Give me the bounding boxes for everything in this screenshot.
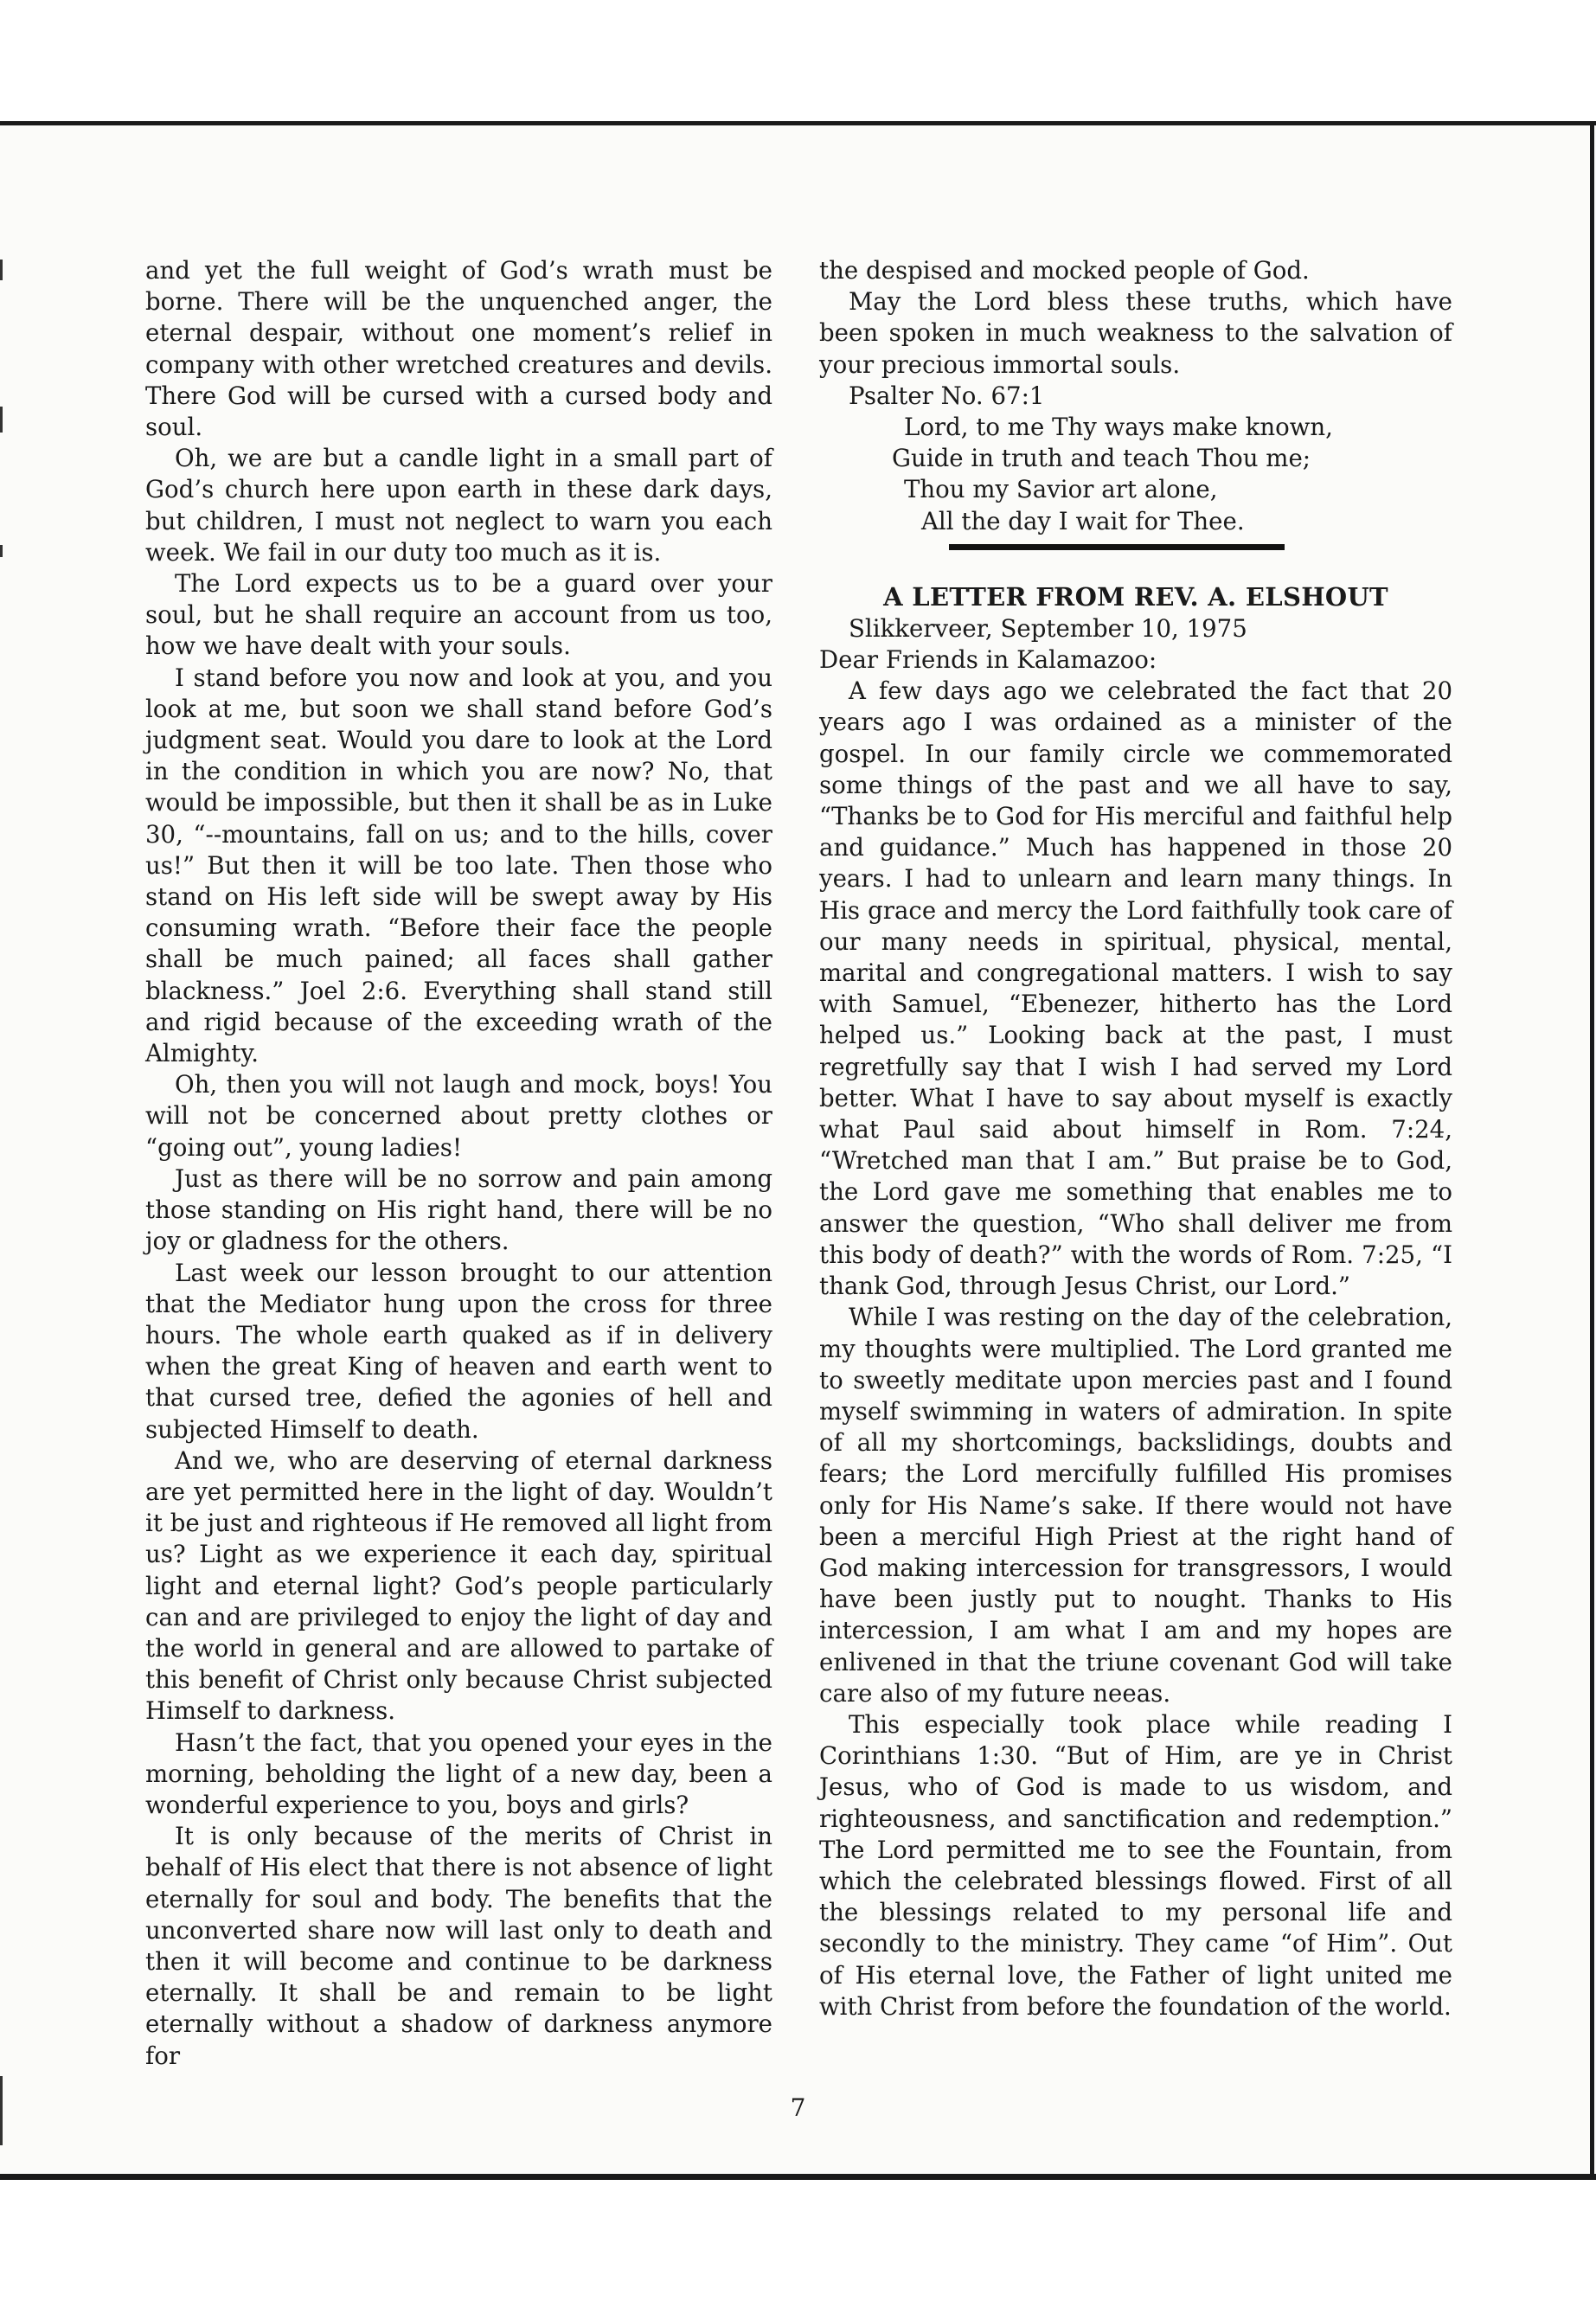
- letter-dateline: Slikkerveer, September 10, 1975: [849, 613, 1247, 643]
- letter-salutation: Dear Friends in Kalamazoo:: [819, 645, 1157, 675]
- paragraph: and yet the full weight of God’s wrath must be borne. There will be the unquenched anger, the eternal despair, without one moment’s relief in company with other wretched creatures and devils. There God will be cursed with a cursed body and soul.: [145, 256, 772, 442]
- page-number: 7: [790, 2093, 806, 2122]
- verse-line: Guide in truth and teach Thou me;: [892, 444, 1311, 473]
- paragraph: I stand before you now and look at you, and you look at me, but soon we shall stand before God’s judgment seat. Would you dare to look at the Lord in the condition in which you are now? No, that would be impossible, but then it shall be as in Luke 30, “--mountains, fall on us; and to the hills, cover us!” But then it will be too late. Then those who stand on His left side will be swept away by His consuming wrath. “Before their face the people shall be much pained; all faces shall gather blackness.” Joel 2:6. Everything shall stand still and rigid because of the exceeding wrath of the Almighty.: [145, 663, 772, 1068]
- paragraph: May the Lord bless these truths, which have been spoken in much weakness to the salvation of your precious immortal souls.: [819, 287, 1452, 379]
- paragraph: The Lord expects us to be a guard over your soul, but he shall require an account from us too, how we have dealt with your souls.: [145, 569, 772, 661]
- paragraph: This especially took place while reading I Corinthians 1:30. “But of Him, are ye in Christ Jesus, who of God is made to us wisdom, and righteousness, and sanctification and redemption.” The Lord permitted me to see the Fountain, from which the celebrated blessings flowed. First of all the blessings related to my personal life and secondly to the ministry. They came “of Him”. Out of His eternal love, the Father of light united me with Christ from before the foundation of the world.: [819, 1709, 1452, 2021]
- page-right-edge: [1590, 121, 1594, 2180]
- verse-line: Thou my Savior art alone,: [904, 475, 1218, 504]
- page-bottom-edge: [0, 2174, 1596, 2180]
- paragraph: And we, who are deserving of eternal darkness are yet permitted here in the light of day. Wouldn’t it be just and righteous if He removed all light from us? Light as we experience it each day, spiritual light and eternal light? God’s people particularly can and are privileged to enjoy the light of day and the world in general and are allowed to partake of this benefit of Christ only because Christ subjected Himself to darkness.: [145, 1445, 772, 1726]
- paragraph: Oh, then you will not laugh and mock, boys! You will not be concerned about pretty clothes or “going out”, young ladies!: [145, 1070, 772, 1162]
- section-divider: [949, 544, 1285, 550]
- right-column: [819, 255, 1452, 2022]
- letter-heading: A LETTER FROM REV. A. ELSHOUT: [883, 581, 1388, 612]
- paragraph: Hasn’t the fact, that you opened your eyes in the morning, beholding the light of a new day, been a wonderful experience to you, boys and girls?: [145, 1727, 772, 1819]
- paragraph: the despised and mocked people of God.: [819, 256, 1310, 285]
- paragraph: A few days ago we celebrated the fact that 20 years ago I was ordained as a minister of the gospel. In our family circle we commemorated some things of the past and we all have to say, “Thanks be to God for His merciful and faithful help and guidance.” Much has happened in those 20 years. I had to unlearn and learn many things. In His grace and mercy the Lord faithfully took care of our many needs in spiritual, physical, mental, marital and congregational matters. I wish to say with Samuel, “Ebenezer, hitherto has the Lord helped us.” Looking back at the past, I must regretfully say that I wish I had served my Lord better. What I have to say about myself is exactly what Paul said about himself in Rom. 7:24, “Wretched man that I am.” But praise be to God, the Lord gave me something that enables me to answer the question, “Who shall deliver me from this body of death?” with the words of Rom. 7:25, “I thank God, through Jesus Christ, our Lord.”: [819, 676, 1452, 1301]
- paragraph: While I was resting on the day of the celebration, my thoughts were multiplied. The Lord granted me to sweetly meditate upon mercies past and I found myself swimming in waters of admiration. In spite of all my shortcomings, backslidings, doubts and fears; the Lord mercifully fulfilled His promises only for His Name’s sake. If there would not have been a merciful High Priest at the right hand of God making intercession for transgressors, I would have been justly put to nought. Thanks to His intercession, I am what I am and my hopes are enlivened in that the triune covenant God will take care also of my future neeas.: [819, 1303, 1452, 1708]
- verse-line: Lord, to me Thy ways make known,: [904, 413, 1333, 442]
- page-top-edge: [0, 121, 1596, 125]
- scan-left-mark: [0, 260, 3, 280]
- paragraph: Just as there will be no sorrow and pain among those standing on His right hand, there will be no joy or gladness for the others.: [145, 1163, 772, 1256]
- paragraph: It is only because of the merits of Christ in behalf of His elect that there is not absence of light eternally for soul and body. The benefits that the unconverted share now will last only to death and then it will become and continue to be darkness eternally. It shall be and remain to be light eternally without a shadow of darkness anymore for: [145, 1822, 772, 2070]
- left-column: [145, 255, 772, 2072]
- verse-line: All the day I wait for Thee.: [921, 506, 1245, 535]
- scan-left-mark: [0, 545, 3, 557]
- scan-left-mark: [0, 407, 3, 433]
- paragraph: Last week our lesson brought to our attention that the Mediator hung upon the cross for three hours. The whole earth quaked as if in delivery when the great King of heaven and earth went to that cursed tree, defied the agonies of hell and subjected Himself to death.: [145, 1258, 772, 1444]
- psalter-reference: Psalter No. 67:1: [849, 381, 1045, 410]
- paragraph: Oh, we are but a candle light in a small part of God’s church here upon earth in these dark days, but children, I must not neglect to warn you each week. We fail in our duty too much as it is.: [145, 444, 772, 567]
